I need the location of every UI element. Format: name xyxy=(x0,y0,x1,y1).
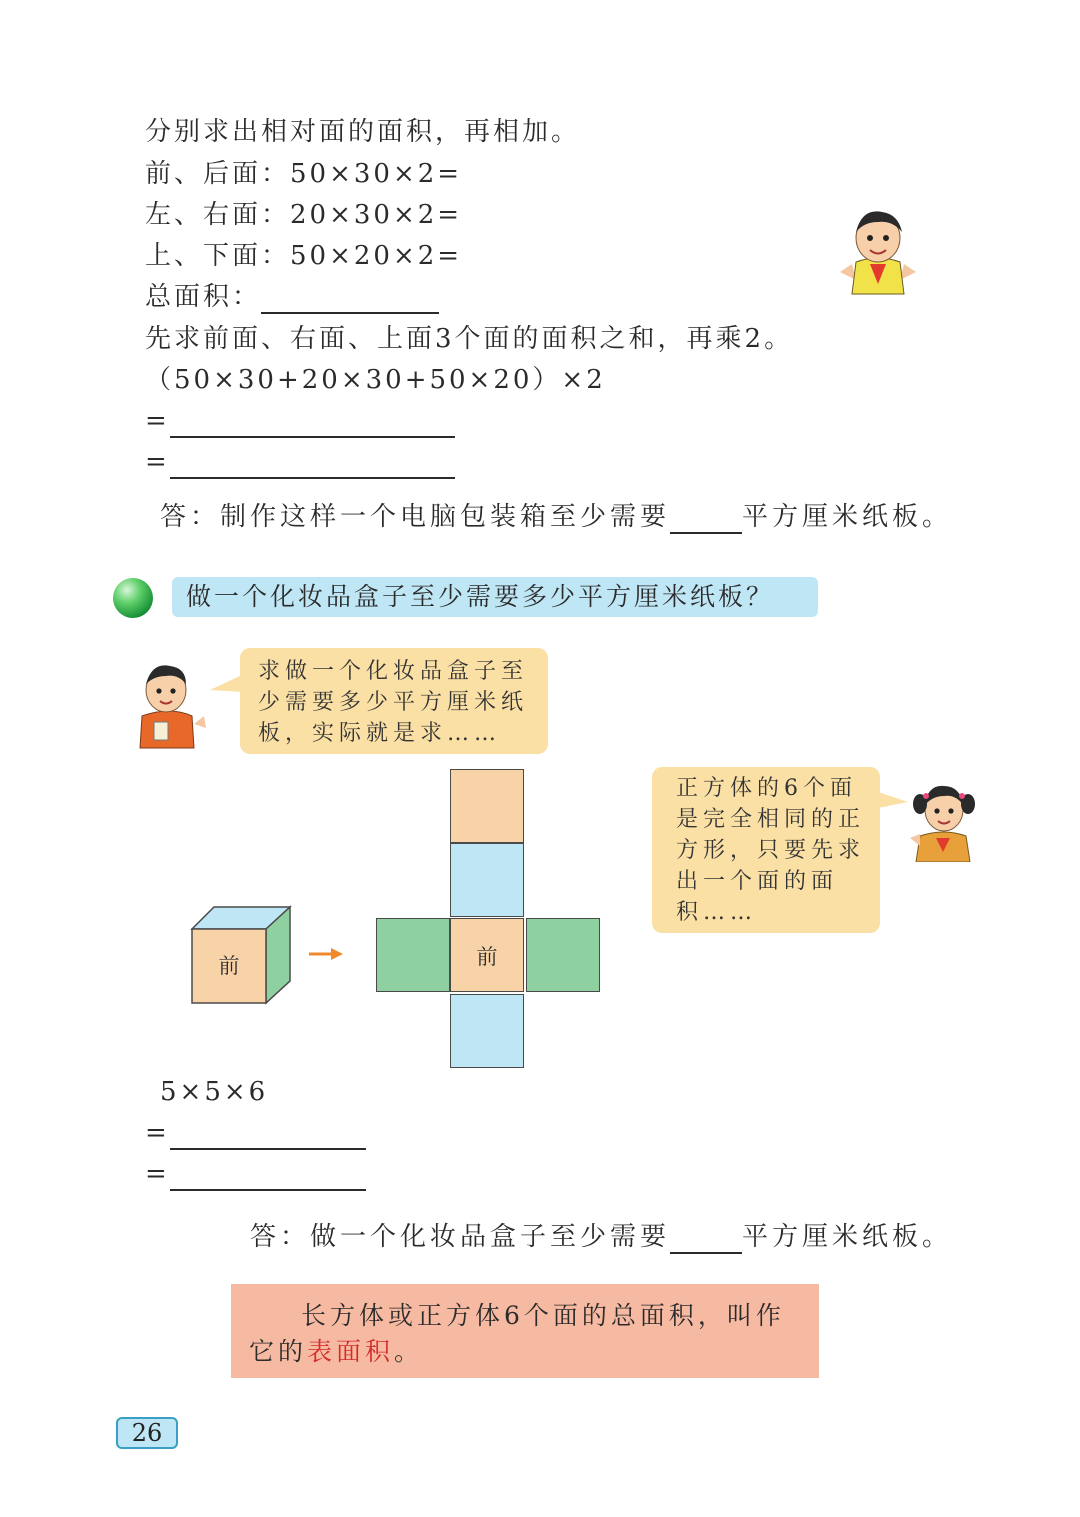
definition-line2 xyxy=(249,1334,801,1370)
page-number: 26 xyxy=(116,1417,178,1449)
answer2 xyxy=(250,1220,952,1254)
net-front-label: 前 xyxy=(476,945,498,969)
top-bottom-label: 上、下面： xyxy=(145,241,291,271)
girl-character-illustration xyxy=(904,776,982,862)
eq-sign: = xyxy=(145,447,170,477)
method2-expr: （50×30+20×30+50×20）×2 xyxy=(145,365,606,395)
task-ball-icon xyxy=(113,578,153,618)
girl-bubble-line: 是完全相同的正 xyxy=(676,807,866,832)
front-back-expr: 50×30×2= xyxy=(290,159,463,189)
front-back-row xyxy=(145,157,462,191)
net-bottom-face xyxy=(450,994,524,1068)
answer2-suffix: 平方厘米纸板。 xyxy=(742,1222,953,1252)
total-row xyxy=(145,280,439,314)
girl-bubble-line: 方形，只要先求 xyxy=(676,838,866,863)
arrow-icon xyxy=(307,946,345,962)
eq-sign: = xyxy=(145,1118,170,1148)
girl-bubble-line: 出一个面的面 xyxy=(676,869,839,894)
method2-intro: 先求前面、右面、上面3个面的面积之和，再乘2。 xyxy=(145,324,794,354)
answer1-suffix: 平方厘米纸板。 xyxy=(742,502,953,532)
net-right-face xyxy=(526,918,600,992)
answer2-blank[interactable] xyxy=(670,1228,742,1254)
answer1-blank[interactable] xyxy=(670,508,742,534)
front-back-label: 前、后面： xyxy=(145,159,291,189)
left-right-expr: 20×30×2= xyxy=(290,200,463,230)
calc-expr: 5×5×6 xyxy=(160,1077,269,1107)
left-right-label: 左、右面： xyxy=(145,200,291,230)
definition-suffix: 。 xyxy=(394,1337,424,1366)
method2-blank-1[interactable] xyxy=(170,412,455,438)
boy-character-illustration xyxy=(832,202,924,298)
net-left-face xyxy=(376,918,450,992)
method2-blank-2[interactable] xyxy=(170,453,455,479)
task-question: 做一个化妆品盒子至少需要多少平方厘米纸板？ xyxy=(172,577,818,617)
answer1 xyxy=(160,500,952,534)
boy-bubble-tail xyxy=(210,672,244,696)
boy-speech-bubble xyxy=(240,648,548,754)
boy-bubble-line: 少需要多少平方厘米纸 xyxy=(258,690,529,715)
left-right-row xyxy=(145,198,462,232)
top-bottom-row xyxy=(145,239,462,273)
calc-blank-2[interactable] xyxy=(170,1165,366,1191)
eq-sign: = xyxy=(145,406,170,436)
net-top-face xyxy=(450,769,524,843)
total-label: 总面积： xyxy=(145,282,262,312)
girl-bubble-line: 积…… xyxy=(676,900,758,925)
definition-box xyxy=(231,1284,819,1378)
definition-line1: 长方体或正方体6个面的总面积，叫作 xyxy=(301,1301,785,1330)
top-bottom-expr: 50×20×2= xyxy=(290,241,463,271)
answer1-prefix: 答：制作这样一个电脑包装箱至少需要 xyxy=(160,502,671,532)
answer2-prefix: 答：做一个化妆品盒子至少需要 xyxy=(250,1222,671,1252)
definition-prefix: 它的 xyxy=(249,1337,308,1366)
definition-term: 表面积 xyxy=(307,1337,395,1366)
girl-speech-bubble xyxy=(652,767,880,933)
calc-eq2-row xyxy=(145,1157,366,1191)
calc-eq1-row xyxy=(145,1116,366,1150)
eq-sign: = xyxy=(145,1159,170,1189)
method2-eq1-row xyxy=(145,404,455,438)
total-blank[interactable] xyxy=(261,288,439,314)
boy-bubble-line: 板，实际就是求…… xyxy=(258,721,502,746)
calc-blank-1[interactable] xyxy=(170,1124,366,1150)
net-upper-face xyxy=(450,843,524,917)
boy-with-note-illustration xyxy=(130,658,210,750)
cube-front-label: 前 xyxy=(218,954,240,978)
girl-bubble-line: 正方体的6个面 xyxy=(676,776,857,801)
boy-bubble-line: 求做一个化妆品盒子至 xyxy=(258,659,529,684)
method2-eq2-row xyxy=(145,445,455,479)
method1-intro: 分别求出相对面的面积，再相加。 xyxy=(145,117,581,147)
